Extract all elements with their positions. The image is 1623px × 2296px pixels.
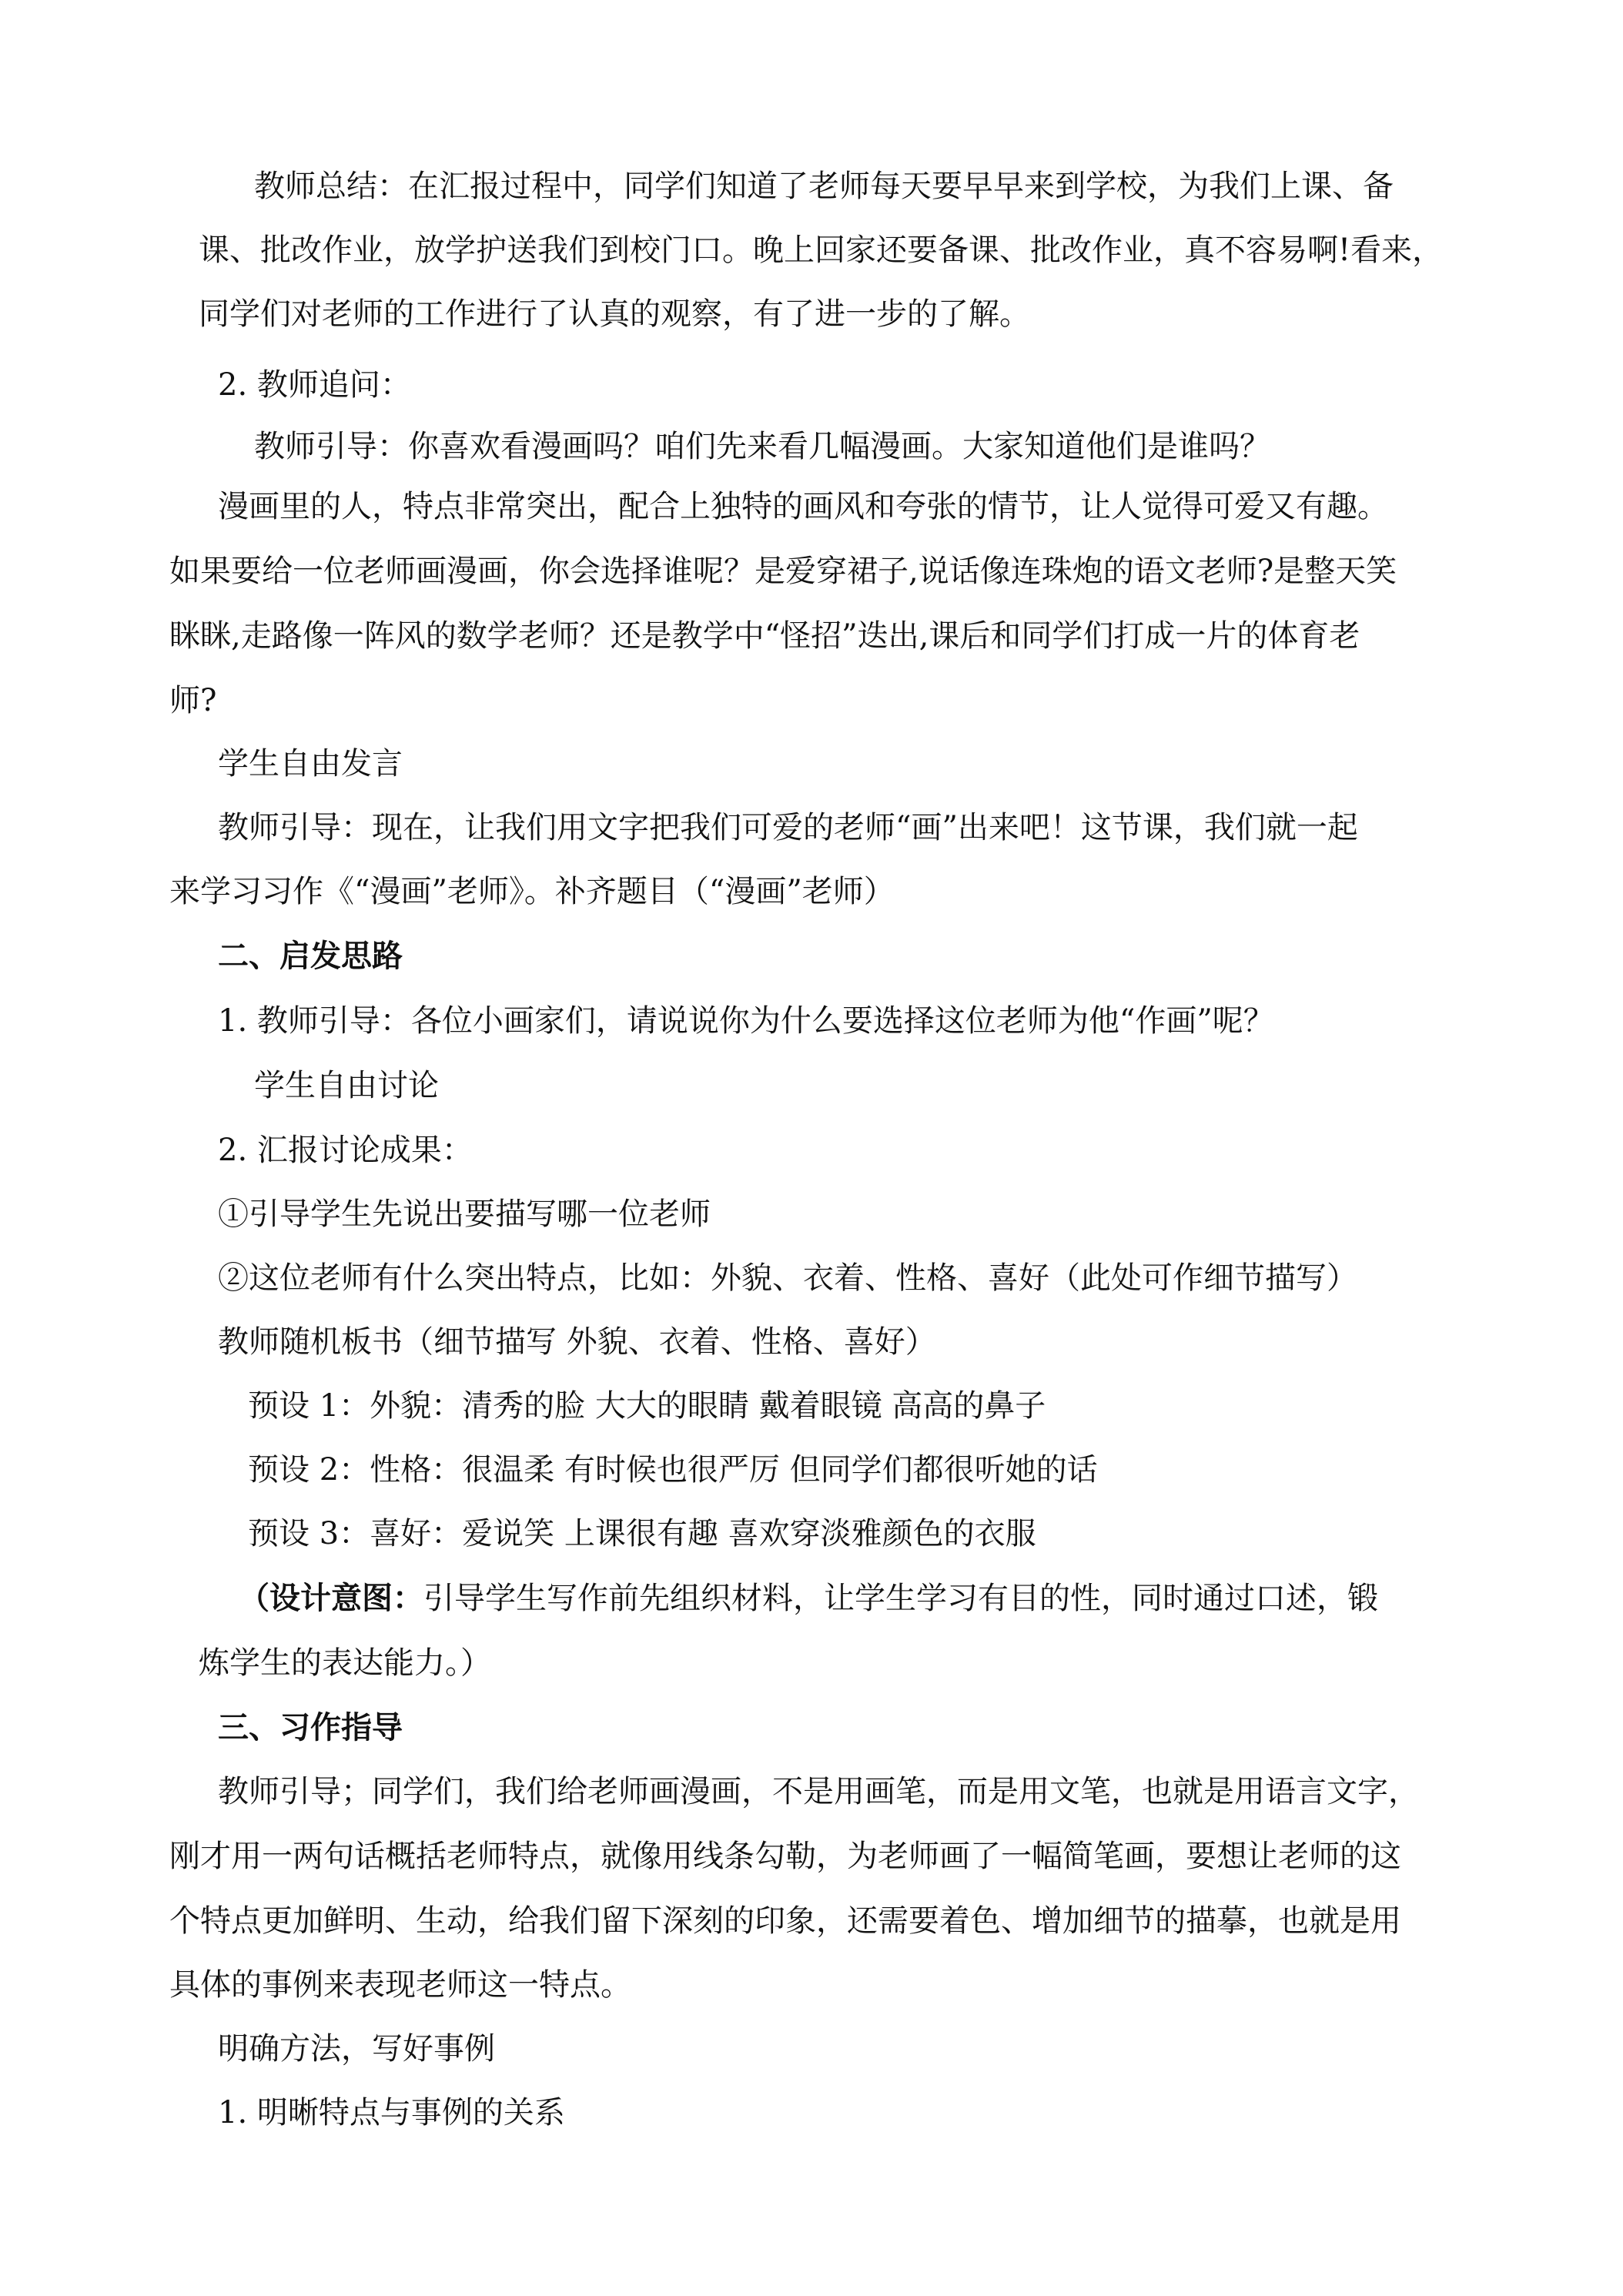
- section-3-title: 三、习作指导: [218, 1709, 403, 1745]
- design-intent-text-1: 引导学生写作前先组织材料，让学生学习有目的性，同时通过口述，锻: [423, 1581, 1378, 1616]
- free-speech: 学生自由发言: [218, 746, 403, 782]
- item-2-title: 2. 教师追问：: [218, 367, 411, 403]
- circle-item-1: ①引导学生先说出要描写哪一位老师: [218, 1197, 711, 1232]
- board-writing: 教师随机板书（细节描写 外貌、衣着、性格、喜好）: [218, 1324, 936, 1360]
- teacher-guide-2-line-2: 来学习习作《“漫画”老师》。补齐题目（“漫画”老师）: [169, 874, 895, 909]
- comic-line-2: 如果要给一位老师画漫画，你会选择谁呢？是爱穿裙子,说话像连珠炮的语文老师?是整天笑: [169, 554, 1397, 589]
- teacher-guide-3-line-3: 个特点更加鲜明、生动，给我们留下深刻的印象，还需要着色、增加细节的描摹，也就是用: [169, 1903, 1401, 1939]
- free-discussion: 学生自由讨论: [254, 1068, 439, 1103]
- comic-line-3: 眯眯,走路像一阵风的数学老师？还是教学中“怪招”迭出,课后和同学们打成一片的体育老: [169, 618, 1360, 654]
- method-heading: 明确方法，写好事例: [218, 2031, 495, 2067]
- design-intent-label: （设计意图：: [239, 1580, 423, 1616]
- teacher-guide-2-line-1: 教师引导：现在，让我们用文字把我们可爱的老师“画”出来吧！这节课，我们就一起: [218, 810, 1358, 845]
- preset-1: 预设 1：外貌：清秀的脸 大大的眼睛 戴着眼镜 高高的鼻子: [248, 1388, 1046, 1424]
- section-2-item-2: 2. 汇报讨论成果：: [218, 1133, 473, 1168]
- section-3-item-1: 1. 明晰特点与事例的关系: [218, 2095, 565, 2130]
- teacher-guide-3-line-1: 教师引导；同学们，我们给老师画漫画，不是用画笔，而是用文笔，也就是用语言文字，: [218, 1774, 1419, 1809]
- summary-line-2: 课、批改作业，放学护送我们到校门口。晚上回家还要备课、批改作业，真不容易啊!看来，: [199, 233, 1444, 268]
- preset-3: 预设 3：喜好：爱说笑 上课很有趣 喜欢穿淡雅颜色的衣服: [248, 1516, 1036, 1551]
- preset-2: 预设 2：性格：很温柔 有时候也很严厉 但同学们都很听她的话: [248, 1452, 1098, 1488]
- section-2-title: 二、启发思路: [218, 938, 403, 974]
- design-intent-line-1: [239, 1580, 1378, 1616]
- section-2-item-1: 1. 教师引导：各位小画家们，请说说你为什么要选择这位老师为他“作画”呢？: [218, 1003, 1274, 1039]
- design-intent-line-2: 炼学生的表达能力。）: [199, 1645, 491, 1681]
- teacher-guide-3-line-2: 刚才用一两句话概括老师特点，就像用线条勾勒，为老师画了一幅简笔画，要想让老师的这: [169, 1839, 1401, 1874]
- comic-line-1: 漫画里的人，特点非常突出，配合上独特的画风和夸张的情节，让人觉得可爱又有趣。: [218, 489, 1388, 524]
- circle-item-2: ②这位老师有什么突出特点，比如：外貌、衣着、性格、喜好（此处可作细节描写）: [218, 1260, 1357, 1296]
- summary-line-3: 同学们对老师的工作进行了认真的观察，有了进一步的了解。: [199, 296, 1030, 332]
- teacher-guide-1: 教师引导：你喜欢看漫画吗？咱们先来看几幅漫画。大家知道他们是谁吗？: [254, 429, 1270, 464]
- teacher-guide-3-line-4: 具体的事例来表现老师这一特点。: [169, 1967, 631, 2003]
- comic-line-4: 师?: [169, 683, 217, 718]
- summary-line-1: 教师总结：在汇报过程中，同学们知道了老师每天要早早来到学校，为我们上课、备: [254, 169, 1394, 204]
